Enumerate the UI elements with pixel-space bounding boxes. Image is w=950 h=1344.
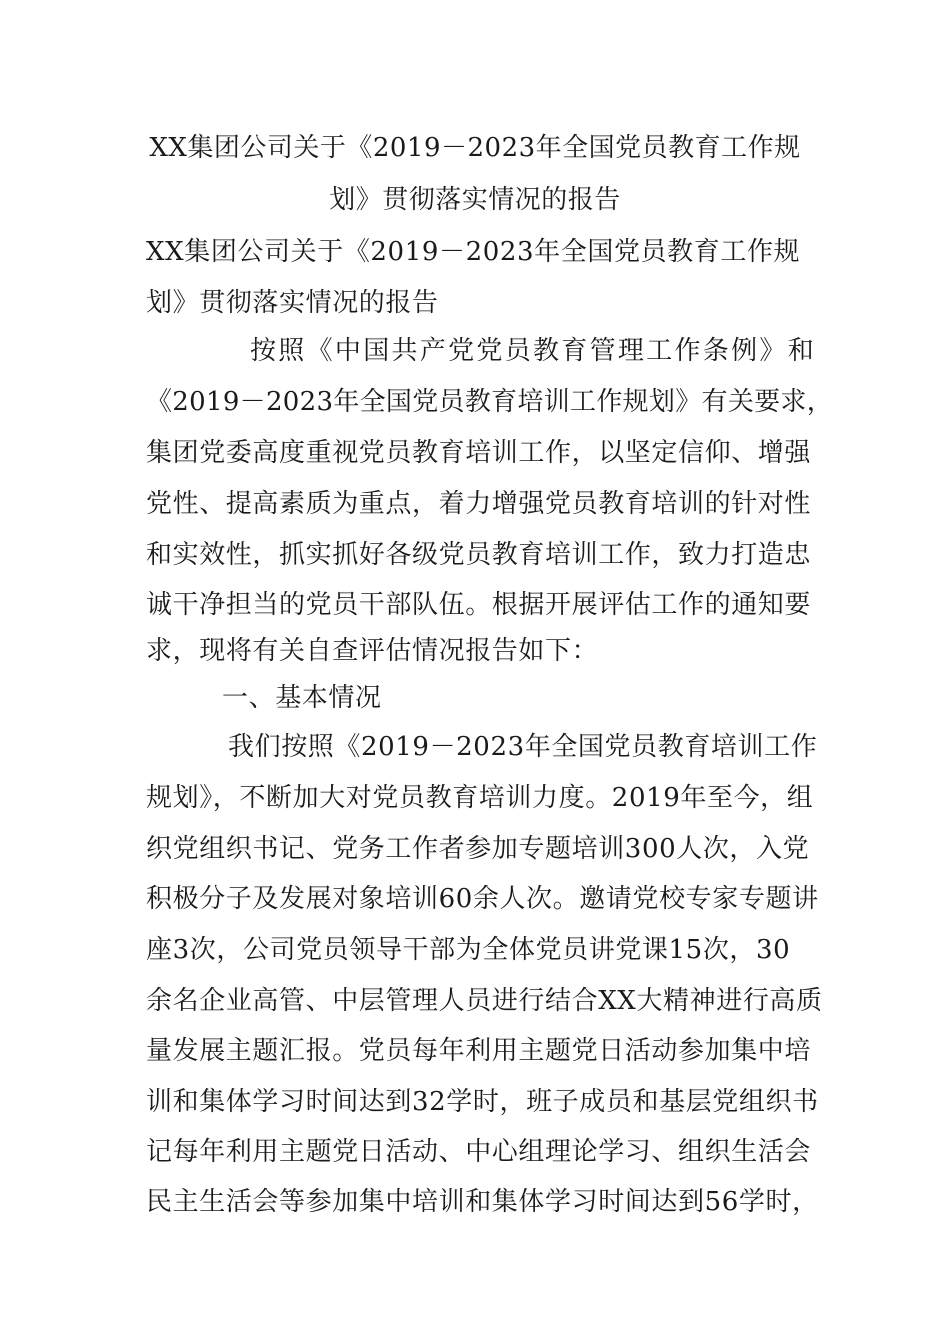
paragraph-line: 余名企业高管、中层管理人员进行结合XX大精神进行高质 xyxy=(146,986,823,1016)
repeated-title-line-2: 划》贯彻落实情况的报告 xyxy=(146,288,439,318)
paragraph-line: 量发展主题汇报。党员每年利用主题党日活动参加集中培 xyxy=(146,1036,812,1066)
paragraph-line: 我们按照《2019－2023年全国党员教育培训工作 xyxy=(228,732,818,762)
paragraph-line: 诚干净担当的党员干部队伍。根据开展评估工作的通知要 xyxy=(146,590,812,620)
paragraph-line: 积极分子及发展对象培训60余人次。邀请党校专家专题讲 xyxy=(146,884,819,914)
paragraph-line: 织党组织书记、党务工作者参加专题培训300人次，入党 xyxy=(146,834,810,864)
document-title-line-1: XX集团公司关于《2019－2023年全国党员教育工作规 xyxy=(149,133,801,163)
paragraph-line: 记每年利用主题党日活动、中心组理论学习、组织生活会 xyxy=(146,1137,812,1167)
paragraph-line: 《2019－2023年全国党员教育培训工作规划》有关要求， xyxy=(146,387,834,417)
paragraph-line: 规划》，不断加大对党员教育培训力度。2019年至今，组 xyxy=(146,783,814,813)
paragraph-line: 民主生活会等参加集中培训和集体学习时间达到56学时， xyxy=(146,1187,819,1217)
paragraph-line: 座3次，公司党员领导干部为全体党员讲党课15次，30 xyxy=(146,935,791,965)
paragraph-line: 求，现将有关自查评估情况报告如下： xyxy=(146,636,599,666)
paragraph-line: 党性、提高素质为重点，着力增强党员教育培训的针对性 xyxy=(146,489,812,519)
section-heading: 一、基本情况 xyxy=(222,683,382,713)
document-title-line-2: 划》贯彻落实情况的报告 xyxy=(329,185,621,215)
paragraph-line: 和实效性，抓实抓好各级党员教育培训工作，致力打造忠 xyxy=(146,540,812,570)
paragraph-line: 按照《中国共产党党员教育管理工作条例》和 xyxy=(250,336,817,366)
paragraph-line: 训和集体学习时间达到32学时，班子成员和基层党组织书 xyxy=(146,1087,819,1117)
paragraph-line: 集团党委高度重视党员教育培训工作，以坚定信仰、增强 xyxy=(146,438,812,468)
repeated-title-line-1: XX集团公司关于《2019－2023年全国党员教育工作规 xyxy=(146,237,801,267)
